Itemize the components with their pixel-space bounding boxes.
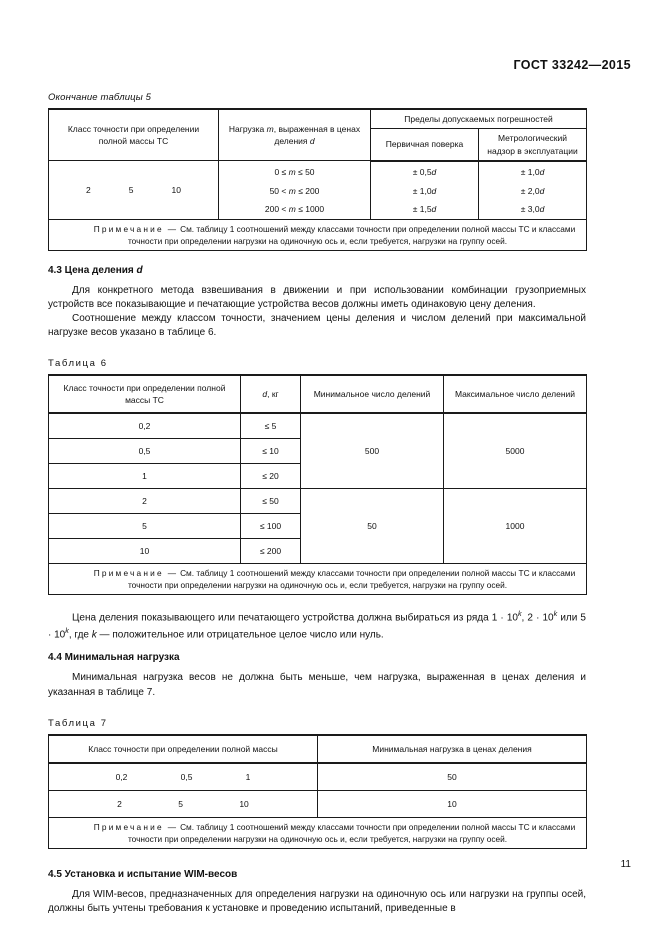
table5-class-1: 5 <box>128 184 134 195</box>
after-table6-part2: , 2 · 10 <box>521 612 554 624</box>
table7-note <box>49 817 587 848</box>
table-row <box>49 161 587 182</box>
table7-note-label: Примечание <box>93 821 164 832</box>
table5-primary-2: ± 1,5d <box>371 200 479 219</box>
table7-header-min-load: Минимальная нагрузка в ценах деления <box>318 735 587 763</box>
table5-accuracy-classes <box>49 161 219 219</box>
table7-min-load-1: 10 <box>318 790 587 817</box>
table-row <box>49 413 587 439</box>
table5-note-row <box>49 219 587 250</box>
after-table6-part5: — положительное или отрицательное целое число или нуль. <box>96 629 384 641</box>
table6-class-3: 2 <box>49 489 241 514</box>
table7-class-1-2: 10 <box>239 798 249 809</box>
section-4-3-para-1: Для конкретного метода взвешивания в движении и при использовании комбинации грузоприемных устройств все показывающие и печатающие устройства весов должны иметь одинаковую цену деления. <box>48 284 586 310</box>
table6-note <box>49 564 587 595</box>
table7-caption: Таблица 7 <box>48 717 108 729</box>
table6-class-1: 0,5 <box>49 439 241 464</box>
table5-load-2: 200 < m ≤ 1000 <box>219 200 371 219</box>
table7-header-class: Класс точности при определении полной массы <box>49 735 318 763</box>
table5-note <box>49 219 587 250</box>
section-4-5-para-1: Для WIM-весов, предназначенных для определения нагрузки на одиночную ось или нагрузки на группы осей, должны быть учтены требования к установке и проведению испытаний, приведенные в <box>48 888 586 914</box>
after-table6-part1: Цена деления показывающего или печатающего устройства должна выбираться из ряда 1 · 10 <box>72 612 518 624</box>
table6-d-4: ≤ 100 <box>241 514 301 539</box>
table5-supervision-1: ± 2,0d <box>479 182 587 200</box>
table6-note-row <box>49 564 587 595</box>
table6-d-2: ≤ 20 <box>241 464 301 489</box>
page-header-standard: ГОСТ 33242—2015 <box>513 58 631 72</box>
table5-header-row-1 <box>49 109 587 129</box>
document-body <box>48 92 586 916</box>
table6-note-text: См. таблицу 1 соотношений между классами точности при определении полной массы ТС и классами точности при определении нагрузки на одиночную ось и, если требуется, нагрузки на группу осей. <box>127 568 576 591</box>
after-table6-part4: , где <box>68 629 92 641</box>
table7-class-1-0: 2 <box>117 798 122 809</box>
table7-note-row <box>49 817 587 848</box>
after-table6-exp3: k <box>65 625 69 635</box>
table7-min-load-0: 50 <box>318 763 587 791</box>
table7-classes-0 <box>49 763 318 791</box>
table6-d-1: ≤ 10 <box>241 439 301 464</box>
table5-primary-0: ± 0,5d <box>371 161 479 182</box>
table-5 <box>48 108 587 251</box>
table7-class-0-1: 0,5 <box>180 771 193 782</box>
table5-supervision-0: ± 1,0d <box>479 161 587 182</box>
after-table6-var-k: k <box>91 629 97 641</box>
table6-header-min: Минимальное число делений <box>301 375 444 413</box>
table5-header-limits: Пределы допускаемых погрешностей <box>371 109 587 129</box>
section-4-3-para-2: Соотношение между классом точности, значением цены деления и числом делений при максимальной нагрузке весов указано в таблице 6. <box>48 312 586 339</box>
table7-class-0-2: 1 <box>245 771 251 782</box>
table5-note-dash: — <box>167 223 177 234</box>
table6-min-group-1: 500 <box>301 413 444 489</box>
table6-header-row <box>49 375 587 413</box>
table6-max-group-1: 5000 <box>444 413 587 489</box>
table-row <box>49 790 587 817</box>
table6-d-3: ≤ 50 <box>241 489 301 514</box>
table6-class-2: 1 <box>49 464 241 489</box>
table5-header-class: Класс точности при определении полной массы ТС <box>49 109 219 161</box>
table6-note-dash: — <box>167 568 177 579</box>
table6-class-0: 0,2 <box>49 413 241 439</box>
table5-header-supervision: Метрологический надзор в эксплуатации <box>479 129 587 161</box>
after-table6-part3: или 5 · 10 <box>48 612 586 641</box>
table5-load-1: 50 < m ≤ 200 <box>219 182 371 200</box>
table7-note-dash: — <box>167 821 177 832</box>
section-4-5-heading: 4.5 Установка и испытание WIM-весов <box>48 868 238 880</box>
table-row <box>49 489 587 514</box>
table7-class-0-0: 0,2 <box>115 771 128 782</box>
table6-class-5: 10 <box>49 539 241 564</box>
table6-caption: Таблица 6 <box>48 358 108 370</box>
table6-max-group-2: 1000 <box>444 489 587 564</box>
table5-note-text: См. таблицу 1 соотношений между классами точности при определении полной массы ТС и классами точности при определении нагрузки на одиночную ось и, если требуется, нагрузки на группу осей. <box>127 223 576 246</box>
table-6 <box>48 374 587 595</box>
table5-header-load: Нагрузка m, выраженная в ценах деления d <box>219 109 371 161</box>
table7-class-1-1: 5 <box>178 798 183 809</box>
table6-d-0: ≤ 5 <box>241 413 301 439</box>
section-4-3-heading-prefix: 4.3 Цена деления <box>48 264 137 276</box>
after-table6-para <box>48 609 586 642</box>
table-row <box>49 763 587 791</box>
table7-header-row <box>49 735 587 763</box>
section-4-3-heading <box>48 265 586 276</box>
table5-supervision-2: ± 3,0d <box>479 200 587 219</box>
table5-class-0: 2 <box>86 184 91 195</box>
table5-caption: Окончание таблицы 5 <box>48 92 152 103</box>
table5-header-primary: Первичная поверка <box>371 129 479 161</box>
table6-class-4: 5 <box>49 514 241 539</box>
table6-header-d: d, кг <box>241 375 301 413</box>
table7-classes-1 <box>49 790 318 817</box>
page-number: 11 <box>620 859 631 870</box>
table6-note-label: Примечание <box>93 568 164 579</box>
table5-load-0: 0 ≤ m ≤ 50 <box>219 161 371 182</box>
after-table6-exp1: k <box>517 609 522 619</box>
table7-note-text: См. таблицу 1 соотношений между классами точности при определении полной массы ТС и классами точности при определении нагрузки на одиночную ось и, если требуется, нагрузки на группу осей. <box>127 821 576 844</box>
section-4-3-heading-var: d <box>136 264 143 276</box>
table-7 <box>48 734 587 849</box>
table6-d-5: ≤ 200 <box>241 539 301 564</box>
after-table6-exp2: k <box>553 609 558 619</box>
table5-note-label: Примечание <box>93 223 164 234</box>
table5-primary-1: ± 1,0d <box>371 182 479 200</box>
section-4-4-heading: 4.4 Минимальная нагрузка <box>48 652 180 664</box>
table6-header-max: Максимальное число делений <box>444 375 587 413</box>
table6-header-class: Класс точности при определении полной массы ТС <box>49 375 241 413</box>
table5-class-2: 10 <box>171 184 181 195</box>
table6-min-group-2: 50 <box>301 489 444 564</box>
section-4-4-para-1: Минимальная нагрузка весов не должна быть меньше, чем нагрузка, выраженная в ценах деления и указанная в таблице 7. <box>48 672 586 698</box>
